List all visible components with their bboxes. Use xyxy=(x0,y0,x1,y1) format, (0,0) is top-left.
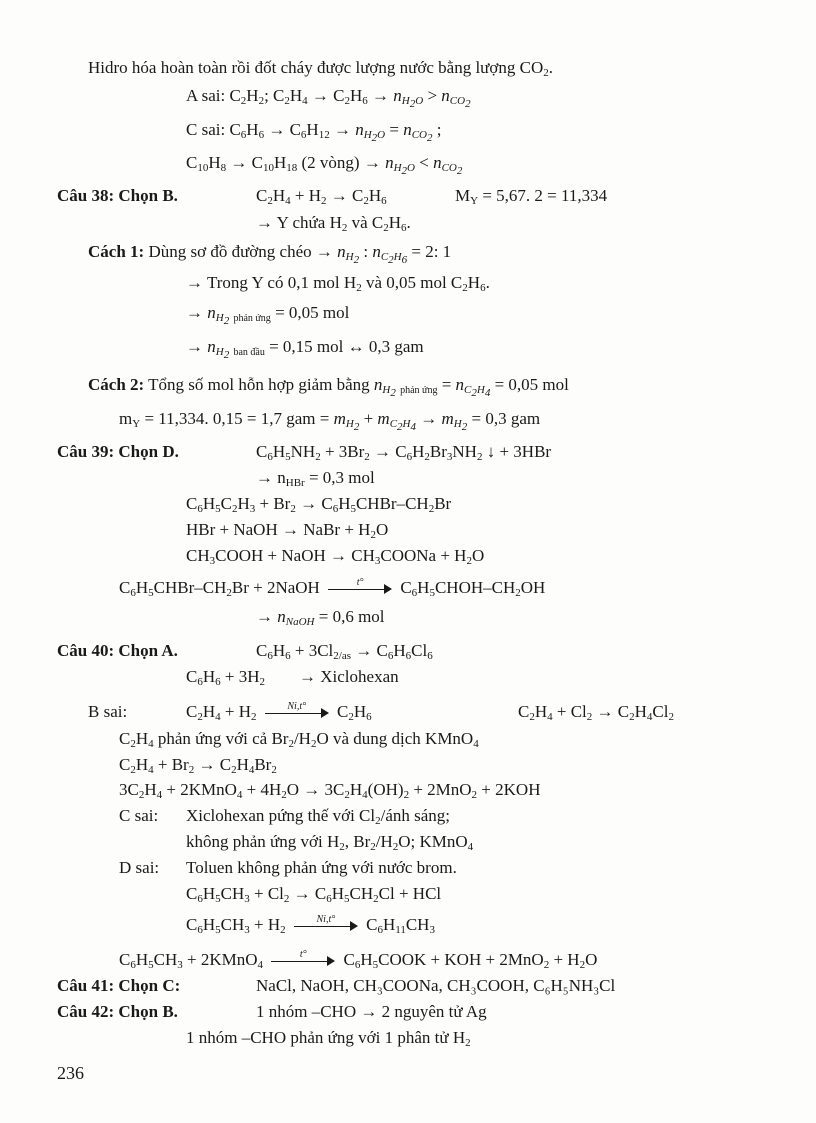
cau-39-eq1: $C_6H_5NH_2 + 3Br_2 \to C_6H_2Br_3NH_2$ ↓ + 3HBr xyxy=(256,442,552,463)
cau-42-line-1: 1 nhóm –CHO → 2 nguyên tử Ag xyxy=(256,1002,487,1021)
cach-1-line: Cách 1: Dùng sơ đồ đường chéo → $n_{H_2}$ : $n_{C_2H_6} = 2$: 1 xyxy=(88,242,452,266)
nhbr-line: → $n_{HBr} = 0,3$ mol xyxy=(256,468,375,489)
intro-line: Hidro hóa hoàn toàn rồi đốt cháy được lượng nước bằng lượng $CO_2$. xyxy=(88,58,553,79)
cau-39-eq5: $C_6H_5CHBr-CH_2Br$ + 2NaOH t° $C_6H_5CHOH-CH_2OH$ xyxy=(119,577,546,599)
d-sai-text-1: Toluen không phản ứng với nước brom. xyxy=(186,858,457,877)
b-sai-eq4: $3C_2H_4$ + 2KMnO$_4$ + $4H_2O \to 3C_2H_4(OH)_2 + 2MnO_2 + 2KOH$ xyxy=(119,780,541,801)
cau-40-eq1: $C_6H_6 + 3Cl_{2/as} \to C_6H_6Cl_6$ xyxy=(256,641,433,662)
cau-40-label: Câu 40: Chọn A. xyxy=(57,641,178,660)
cau-38-eq: $C_2H_4 + H_2 \to C_2H_6$ xyxy=(256,186,387,207)
b-sai-eq3: $C_2H_4 + Br_2 \to C_2H_4Br_2$ xyxy=(119,755,277,776)
cau-39-eq2: $C_6H_5C_2H_3 + Br_2$ → $C_6H_5CHBr-CH_2Br$ xyxy=(186,494,452,515)
c2h4-reacts-line: $C_2H_4$ phản ứng với cả $Br_2/H_2O$ và dung dịch KMnO$_4$ xyxy=(119,729,479,750)
reaction-arrow: Ni,t° xyxy=(265,706,329,720)
d-sai-label: D sai: xyxy=(119,858,160,877)
in-y-line: → Trong Y có 0,1 mol $H_2$ và 0,05 mol $C_2H_6$. xyxy=(186,273,490,294)
nnaoh-line: → $n_{NaOH} = 0,6$ mol xyxy=(256,607,385,628)
page-number: 236 xyxy=(57,1063,84,1083)
b-sai-eq1: $C_2H_4 + H_2$ Ni,t° $C_2H_6$ xyxy=(186,701,372,723)
cau-42-line-2: 1 nhóm –CHO phản ứng với 1 phân tử $H_2$ xyxy=(186,1028,471,1049)
my-calc-line: $m_Y = 11,334$. 0,15 = 1,7 gam = $m_{H_2} + m_{C_2H_4} \to m_{H_2} = 0,3$ gam xyxy=(119,409,541,433)
c-sai-label: C sai: xyxy=(119,806,159,825)
nh2-initial-line: → $n_{H_2}$ ban đầu = 0,15 mol ↔ 0,3 gam xyxy=(186,337,424,361)
reaction-arrow: t° xyxy=(271,954,335,968)
reaction-arrow: Ni,t° xyxy=(294,919,358,933)
a-sai-line: A sai: $C_2H_2$; $C_2H_4 \to C_2H_6 \to n_{H_2O} > n_{CO_2}$ xyxy=(186,86,471,110)
d-sai-eq3: $C_6H_5CH_3$ + 2KMnO$_4$ t° $C_6H_5COOK$ + KOH + $2MnO_2 + H_2O$ xyxy=(119,949,598,971)
cau-42-label: Câu 42: Chọn B. xyxy=(57,1002,178,1021)
reaction-arrow: t° xyxy=(328,582,392,596)
b-sai-eq2: $C_2H_4 + Cl_2 \to C_2H_4Cl_2$ xyxy=(518,702,674,723)
cau-39-eq3: HBr + NaOH → NaBr + $H_2O$ xyxy=(186,520,389,541)
c-sai-text-2: không phản ứng với $H_2$, $Br_2/H_2O$; KMnO$_4$ xyxy=(186,832,474,853)
cach-2-line: Cách 2: Tổng số mol hỗn hợp giảm bằng $n_{H_2}$ phản ứng = $n_{C_2H_4} = 0,05$ mol xyxy=(88,375,569,399)
cau-39-label: Câu 39: Chọn D. xyxy=(57,442,179,461)
cau-41-list: NaCl, NaOH, CH₃COONa, CH₃COOH, C₆H₅NH₃Cl xyxy=(256,976,616,995)
cau-39-eq4: $CH_3COOH$ + NaOH → $CH_3COONa + H_2O$ xyxy=(186,546,485,567)
cau-41-label: Câu 41: Chọn C: xyxy=(57,976,181,995)
d-sai-eq1: $C_6H_5CH_3 + Cl_2 \to C_6H_5CH_2Cl$ + HCl xyxy=(186,884,442,905)
b-sai-line: B sai: xyxy=(88,702,128,721)
nh2-react-line: → $n_{H_2}$ phản ứng = 0,05 mol xyxy=(186,303,350,327)
c-sai-text-1: Xiclohexan pứng thế với $Cl_2$/ánh sáng; xyxy=(186,806,451,827)
cau-38-my: $M_Y = 5,67$. 2 = 11,334 xyxy=(455,186,608,207)
y-contains-line: → Y chứa $H_2$ và $C_2H_6$. xyxy=(256,213,411,234)
d-sai-eq2: $C_6H_5CH_3 + H_2$ Ni,t° $C_6H_{11}CH_3$ xyxy=(186,914,435,936)
c10h8-line: $C_{10}H_8 \to C_{10}H_{18}$ (2 vòng) → $n_{H_2O} < n_{CO_2}$ xyxy=(186,153,463,177)
c-sai-line-1: C sai: $C_6H_6 \to C_6H_{12} \to n_{H_2O} = n_{CO_2}$ ; xyxy=(186,120,442,144)
cau-38-label: Câu 38: Chọn B. xyxy=(57,186,178,205)
cau-40-eq2: $C_6H_6 + 3H_2$ → Xiclohexan xyxy=(186,667,399,688)
